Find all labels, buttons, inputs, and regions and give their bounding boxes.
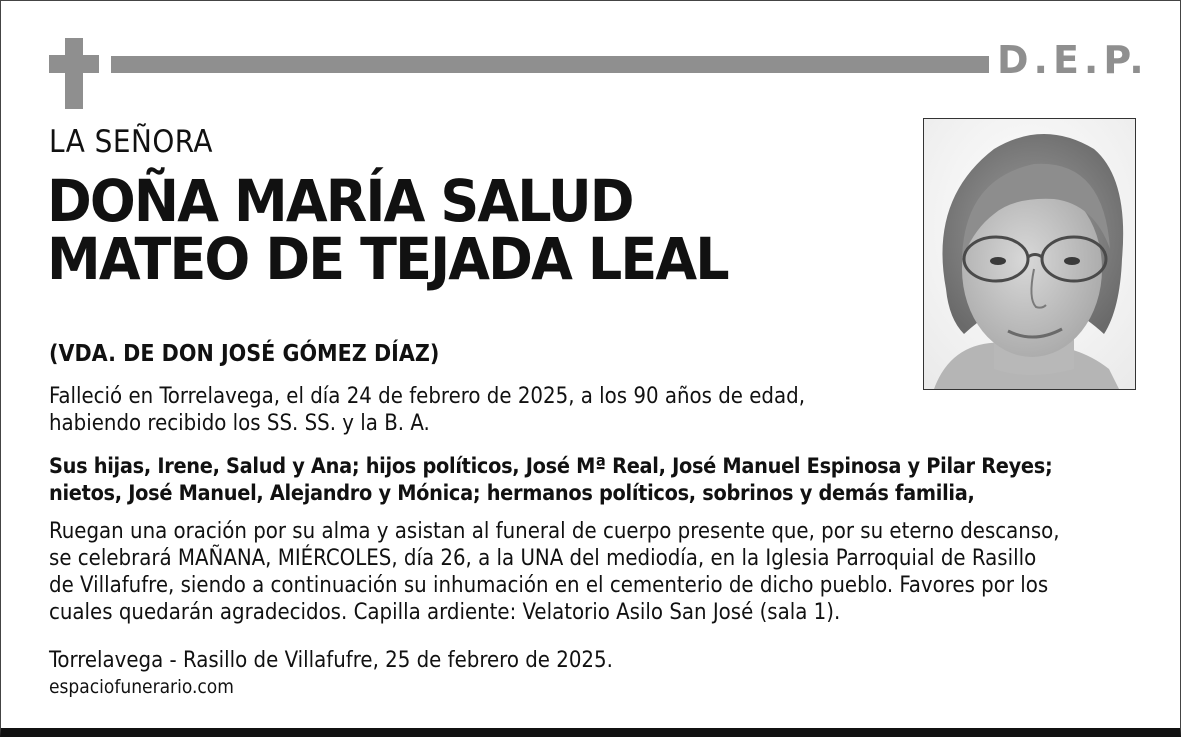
death-details xyxy=(49,383,805,437)
portrait-illustration xyxy=(924,119,1135,389)
widow-of-line: (VDA. DE DON JOSÉ GÓMEZ DÍAZ) xyxy=(49,341,440,367)
cross-icon xyxy=(49,38,99,109)
prefix-label: LA SEÑORA xyxy=(49,124,213,160)
name-line-2: MATEO DE TEJADA LEAL xyxy=(47,225,728,293)
header-rule xyxy=(111,56,989,73)
family-list-line: nietos, José Manuel, Alejandro y Mónica; hermanos políticos, sobrinos y demás familia, xyxy=(49,481,975,506)
name-line-1: DOÑA MARÍA SALUD xyxy=(47,167,633,235)
website-text: espaciofunerario.com xyxy=(49,676,234,698)
death-details-line: habiendo recibido los SS. SS. y la B. A. xyxy=(49,411,430,436)
funeral-details-line: cuales quedarán agradecidos. Capilla ardiente: Velatorio Asilo San José (sala 1). xyxy=(49,600,841,625)
portrait-photo xyxy=(923,118,1136,390)
family-list xyxy=(49,453,1052,507)
deceased-name xyxy=(47,167,728,293)
funeral-details-line: Ruegan una oración por su alma y asistan al funeral de cuerpo presente que, por su eterno descanso, xyxy=(49,519,1060,544)
funeral-details-line: de Villafufre, siendo a continuación su inhumación en el cementerio de dicho pueblo. Favores por los xyxy=(49,573,1049,598)
funeral-details xyxy=(49,518,1060,626)
place-date: Torrelavega - Rasillo de Villafufre, 25 de febrero de 2025. xyxy=(49,648,613,673)
family-list-line: Sus hijas, Irene, Salud y Ana; hijos políticos, José Mª Real, José Manuel Espinosa y Pilar Reyes; xyxy=(49,454,1053,479)
dep-heading: D.E.P. xyxy=(997,38,1149,82)
death-details-line: Falleció en Torrelavega, el día 24 de febrero de 2025, a los 90 años de edad, xyxy=(49,384,805,409)
funeral-details-line: se celebrará MAÑANA, MIÉRCOLES, día 26, a la UNA del mediodía, en la Iglesia Parroquial de Rasillo xyxy=(49,546,1037,571)
